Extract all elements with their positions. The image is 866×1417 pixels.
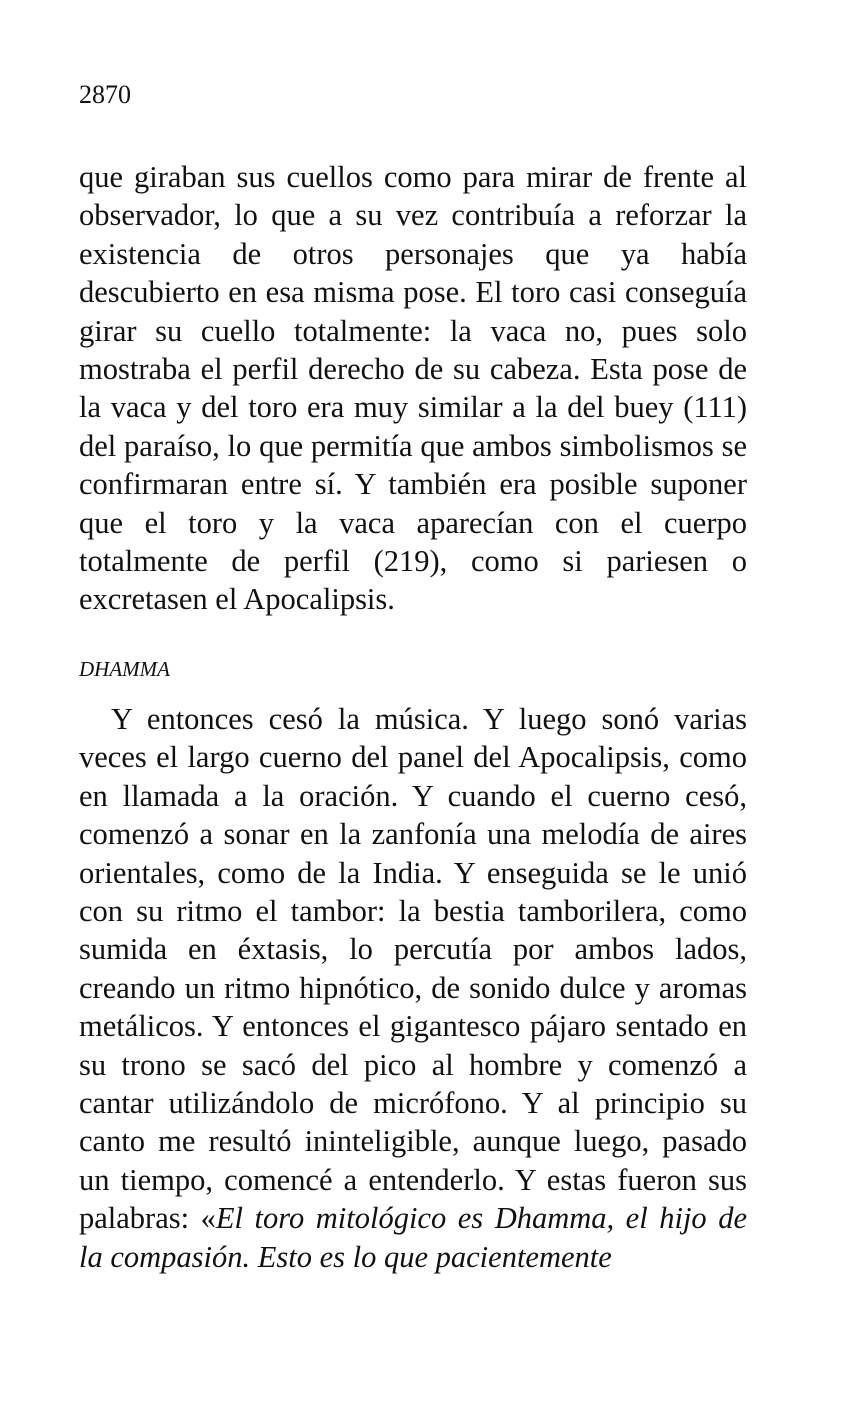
body-paragraph: que giraban sus cuellos como para mirar de frente al observador, lo que a su vez contribuía a reforzar la existencia de otros personajes que ya había descubierto en esa misma pose. El toro casi conseguía girar su cuello totalmente: la vaca no, pues solo mostraba el perfil derecho de su cabeza. Esta pose de la vaca y del toro era muy similar a la del buey (111) del paraíso, lo que permitía que ambos simbolismos se confirmaran entre sí. Y también era posible suponer que el toro y la vaca aparecían con el cuerpo totalmente de perfil (219), como si pariesen o excretasen el Apocalipsis.	[79, 160, 747, 617]
paragraph-text: Y entonces cesó la música. Y luego sonó varias veces el largo cuerno del panel del Apocalipsis, como en llamada a la oración. Y cuando el cuerno cesó, comenzó a sonar en la zanfonía una melodía de aires orientales, como de la India. Y enseguida se le unió con su ritmo el tambor: la bestia tamborilera, como sumida en éxtasis, lo percutía por ambos lados, creando un ritmo hipnótico, de sonido dulce y aromas metálicos. Y entonces el gigantesco pájaro sentado en su trono se sacó del pico al hombre y comenzó a cantar utilizándolo de micrófono. Y al principio su canto me resultó ininteligible, aunque luego, pasado un tiempo, comencé a entenderlo. Y estas fueron sus palabras: «	[79, 702, 747, 1236]
section-heading: DHAMMA	[79, 657, 170, 681]
italic-quote: El toro mitológico es Dhamma, el hijo de la compasión. Esto es lo que pacientemente	[79, 1201, 747, 1274]
page-number: 2870	[79, 80, 131, 109]
body-paragraph-dhamma	[79, 700, 747, 1276]
